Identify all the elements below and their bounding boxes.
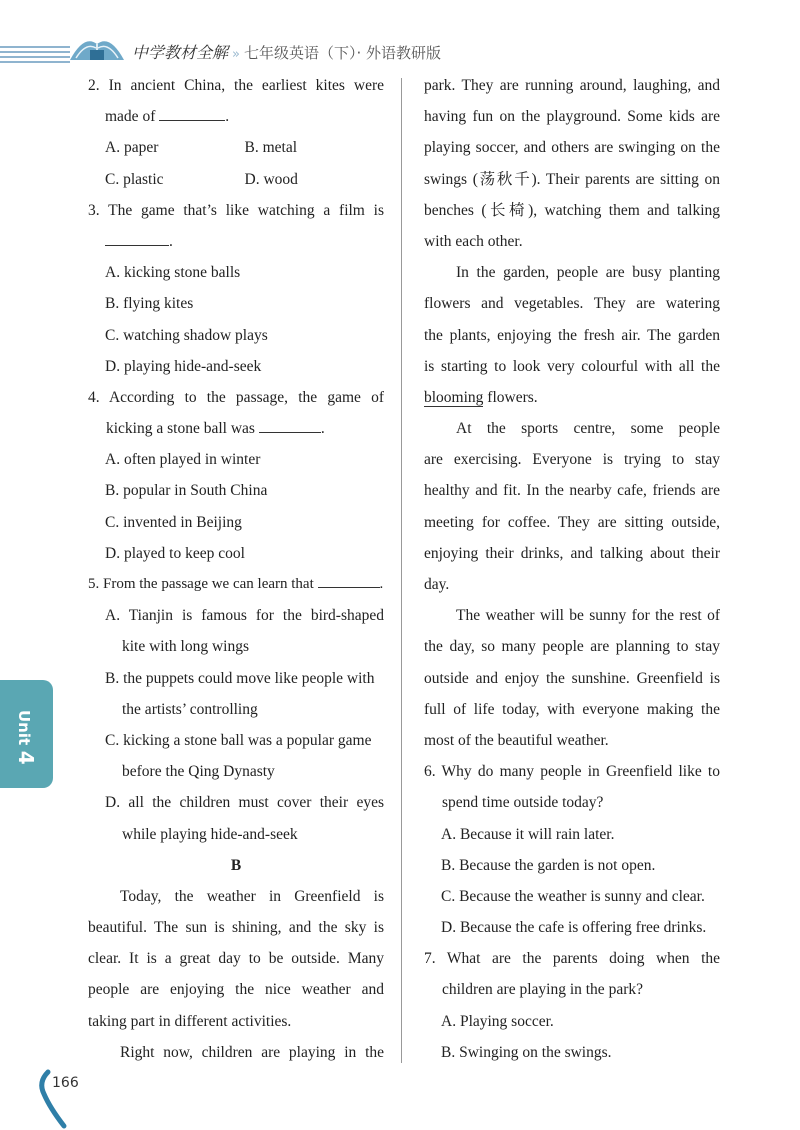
book-subtitle: 七年级英语（下）· 外语教研版 [243,44,442,62]
passage-p1-line: taking part in different activities. [88,1012,292,1030]
passage-p3-line: the plants, enjoying the fresh air. The garden [424,326,720,344]
passage-p1-line: beautiful. The sun is shining, and the sky is [88,919,384,937]
passage-p2-line: having fun on the playground. Some kids are [424,108,720,126]
page-header [0,28,800,68]
q6-option-d: D. Because the cafe is offering free drinks. [441,919,707,937]
passage-p2-line: benches (长椅), watching them and talking [424,201,720,219]
header-decoration [0,46,70,66]
q6-option-b: B. Because the garden is not open. [441,856,656,874]
passage-p1-line: clear. It is a great day to be outside. Many [88,950,384,968]
right-column [424,70,720,1068]
answer-blank [105,227,169,246]
q5-option-b-cont: the artists’ controlling [122,700,258,718]
section-heading: B [230,856,242,874]
q2-options-ab [88,132,384,163]
passage-p3-line: is starting to look very colourful with all the [424,357,720,375]
q2-option-b: B. metal [244,139,298,157]
underlined-word: blooming [424,388,484,406]
passage-p5-line: full of life today, with everyone making the [424,700,720,718]
passage-p4-line: enjoying their drinks, and talking about their [424,544,720,562]
q6-stem: 6. Why do many people in Greenfield like to [424,763,720,781]
q2-option-d: D. wood [244,170,298,188]
answer-blank [159,102,225,121]
q7-option-b: B. Swinging on the swings. [441,1043,612,1061]
passage-p4-line: are exercising. Everyone is trying to stay [424,451,720,469]
q2-options-cd [88,164,384,195]
passage-p3-line: blooming flowers. [424,388,538,406]
left-column [88,70,384,1068]
unit-word: Unit [15,710,33,746]
unit-tab [0,680,53,788]
q5-stem: 5. From the passage we can learn that . [88,569,384,600]
q3-option-d: D. playing hide-and-seek [105,357,262,375]
q6-option-c: C. Because the weather is sunny and clear. [441,887,705,905]
q5-option-a: A. Tianjin is famous for the bird-shaped [105,607,384,625]
q6-option-a: A. Because it will rain later. [441,825,615,843]
q5-option-c-cont: before the Qing Dynasty [122,763,275,781]
q3-option-b: B. flying kites [105,295,194,313]
q3-option-a: A. kicking stone balls [105,264,241,282]
q7-stem-2: children are playing in the park? [442,981,643,999]
passage-p1-line: Today, the weather in Greenfield is [120,887,384,905]
unit-tab-label [14,680,40,788]
q7-stem: 7. What are the parents doing when the [424,950,720,968]
passage-p4-line: At the sports centre, some people [456,420,720,438]
q4-option-d: D. played to keep cool [105,544,245,562]
q3-stem: 3. The game that’s like watching a film is [88,201,384,219]
column-divider [401,78,402,1063]
page-number: 166 [52,1075,79,1091]
q4-option-c: C. invented in Beijing [105,513,242,531]
passage-p2-line: park. They are running around, laughing, and [424,77,720,94]
answer-blank [318,569,380,588]
passage-p2-line: playing soccer, and others are swinging on the [424,139,720,157]
q5-option-c: C. kicking a stone ball was a popular game [105,731,372,749]
q5-option-d-cont: while playing hide-and-seek [122,825,298,843]
passage-p3-line: In the garden, people are busy planting [456,264,720,282]
q5-option-d: D. all the children must cover their eyes [105,794,384,812]
passage-p5-line: most of the beautiful weather. [424,731,609,749]
passage-p5-line: the day, so many people are planning to stay [424,638,720,656]
q2-option-c: C. plastic [105,170,164,188]
q4-stem: 4. According to the passage, the game of [88,388,384,406]
book-logo-icon [66,30,128,66]
q5-option-b: B. the puppets could move like people with [105,669,375,687]
q7-option-a: A. Playing soccer. [441,1012,554,1030]
q2-option-a: A. paper [105,139,159,157]
q2-stem: 2. In ancient China, the earliest kites were [88,77,384,94]
passage-p2-line: swings (荡秋千). Their parents are sitting on [424,170,720,188]
q6-stem-2: spend time outside today? [442,794,604,812]
q5-option-a-cont: kite with long wings [122,638,250,656]
header-arrow-icon: » [232,47,240,62]
q2-stem-2: made of . [88,101,384,132]
passage-p2-line: Right now, children are playing in the [120,1043,384,1061]
q3-stem-2: . [88,226,384,257]
unit-number: 4 [14,750,38,765]
answer-blank [259,414,321,433]
passage-p4-line: day. [424,576,450,593]
header-title [132,40,441,63]
passage-p3-line: flowers and vegetables. They are watering [424,295,720,313]
passage-p4-line: healthy and fit. In the nearby cafe, friends are [424,482,720,500]
passage-p2-line: with each other. [424,232,523,250]
passage-p5-line: The weather will be sunny for the rest of [456,607,720,625]
passage-p4-line: meeting for coffee. They are sitting outside, [424,513,720,531]
q4-stem-2: kicking a stone ball was . [88,413,384,444]
passage-p5-line: outside and enjoy the sunshine. Greenfield is [424,669,720,687]
q3-option-c: C. watching shadow plays [105,326,268,344]
q4-option-b: B. popular in South China [105,482,268,500]
passage-p1-line: people are enjoying the nice weather and [88,981,384,999]
q4-option-a: A. often played in winter [105,451,261,469]
book-title: 中学教材全解 [132,43,229,62]
